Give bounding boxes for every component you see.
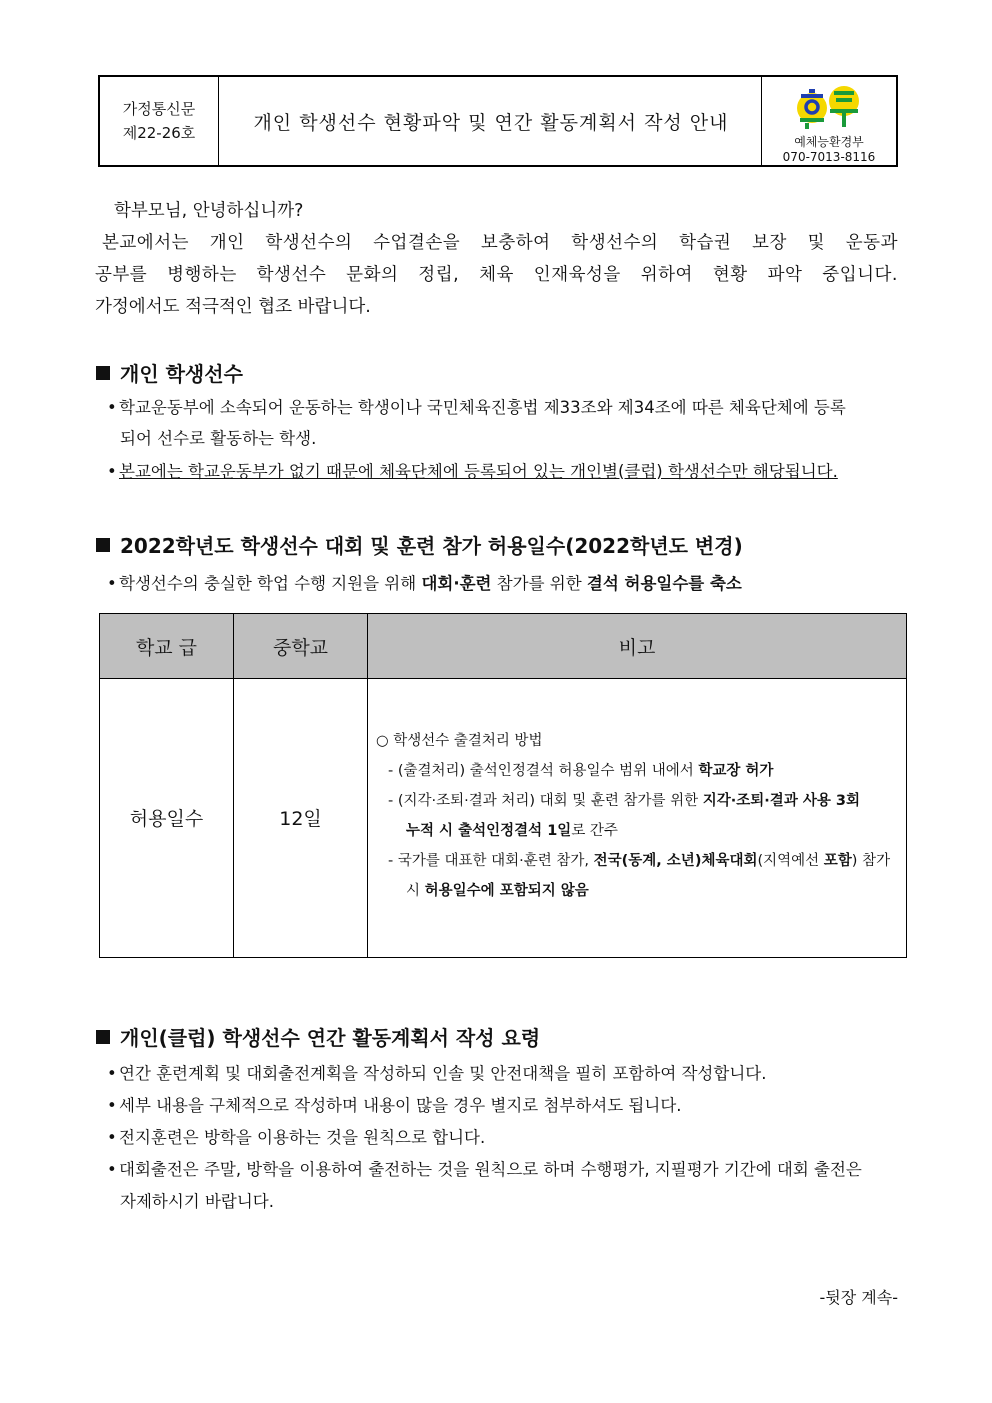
doc-title: 개인 학생선수 현황파악 및 연간 활동계획서 작성 안내 — [253, 111, 729, 134]
bullet-dot-icon: • — [107, 1064, 117, 1083]
intro-line-2: 공부를 병행하는 학생선수 문화의 정립, 체육 인재육성을 위하여 현황 파악 중입니다. — [95, 265, 898, 285]
department-name: 예체능환경부 — [794, 135, 864, 149]
bullet-item: • 본교에는 학교운동부가 없기 때문에 체육단체에 등록되어 있는 개인별(클럽) 학생선수만 해당됩니다. — [107, 456, 898, 487]
table-header-row — [100, 614, 906, 679]
bullet-item: • 학교운동부에 소속되어 운동하는 학생이나 국민체육진흥법 제33조와 제34조에 따른 체육단체에 등록 — [107, 392, 898, 423]
note-line: - (출결처리) 출석인정결석 허용일수 범위 내에서 학교장 허가 — [388, 763, 774, 779]
section-heading-1: 개인 학생선수 — [96, 358, 243, 387]
note-line: 시 허용일수에 포함되지 않음 — [406, 883, 589, 899]
doc-number: 제22-26호 — [122, 124, 196, 142]
bullet-dot-icon: • — [107, 1160, 117, 1179]
square-bullet-icon — [96, 538, 110, 552]
section-heading-2: 2022학년도 학생선수 대회 및 훈련 참가 허용일수(2022학년도 변경) — [96, 530, 743, 559]
note-title: ○ 학생선수 출결처리 방법 — [376, 733, 543, 749]
bullet-dot-icon: • — [107, 574, 117, 593]
note-cell — [368, 678, 906, 957]
greeting: 학부모님, 안녕하십니까? — [114, 201, 304, 221]
attendance-note — [376, 726, 898, 906]
bullet-dot-icon: • — [107, 1096, 117, 1115]
bullet-item: • 대회출전은 주말, 방학을 이용하여 출전하는 것을 원칙으로 하며 수행평가, 지필평가 기간에 대회 출전은 — [107, 1154, 898, 1185]
note-line: - 국가를 대표한 대회·훈련 참가, 전국(동계, 소년)체육대회(지역예선 포함) 참가 — [388, 853, 891, 869]
bullet-item: • 연간 훈련계획 및 대회출전계획을 작성하되 인솔 및 안전대책을 필히 포함하여 작성합니다. — [107, 1058, 898, 1089]
intro-line-3: 가정에서도 적극적인 협조 바랍니다. — [95, 297, 371, 317]
square-bullet-icon — [96, 1030, 110, 1044]
row-value-cell: 12일 — [234, 678, 368, 957]
square-bullet-icon — [96, 366, 110, 380]
table-header-cell: 비고 — [618, 636, 656, 659]
bullet-item: • 전지훈련은 방학을 이용하는 것을 원칙으로 합니다. — [107, 1122, 898, 1153]
intro-line-1: 본교에서는 개인 학생선수의 수업결손을 보충하여 학생선수의 학습권 보장 및 운동과 — [102, 233, 898, 253]
bullet-item: • 학생선수의 충실한 학업 수행 지원을 위해 대회·훈련 참가를 위한 결석 허용일수를 축소 — [107, 568, 898, 599]
bullet-item-continued: 자제하시기 바랍니다. — [120, 1192, 274, 1211]
table-header-cell: 중학교 — [234, 614, 368, 678]
continued-note: -뒷장 계속- — [819, 1288, 898, 1307]
section-heading-3: 개인(클럽) 학생선수 연간 활동계획서 작성 요령 — [96, 1022, 540, 1051]
table-header-cell: 학교 급 — [100, 614, 234, 678]
department-phone: 070-7013-8116 — [782, 150, 876, 164]
doc-type: 가정통신문 — [122, 100, 196, 118]
bullet-item: • 세부 내용을 구체적으로 작성하며 내용이 많을 경우 별지로 첨부하셔도 됩니다. — [107, 1090, 898, 1121]
bullet-dot-icon: • — [107, 398, 117, 417]
department-cell — [761, 77, 896, 165]
doc-info-cell — [100, 77, 219, 165]
bullet-dot-icon: • — [107, 462, 117, 481]
row-label-cell: 허용일수 — [100, 678, 234, 957]
school-logo-icon — [796, 83, 862, 131]
note-line: - (지각·조퇴·결과 처리) 대회 및 훈련 참가를 위한 지각·조퇴·결과 사용 3회 — [388, 793, 861, 809]
note-line: 누적 시 출석인정결석 1일로 간주 — [406, 823, 618, 839]
allowance-table — [99, 613, 907, 958]
table-row — [100, 678, 906, 957]
document-header — [98, 75, 898, 167]
bullet-dot-icon: • — [107, 1128, 117, 1147]
bullet-item-continued: 되어 선수로 활동하는 학생. — [120, 429, 317, 448]
